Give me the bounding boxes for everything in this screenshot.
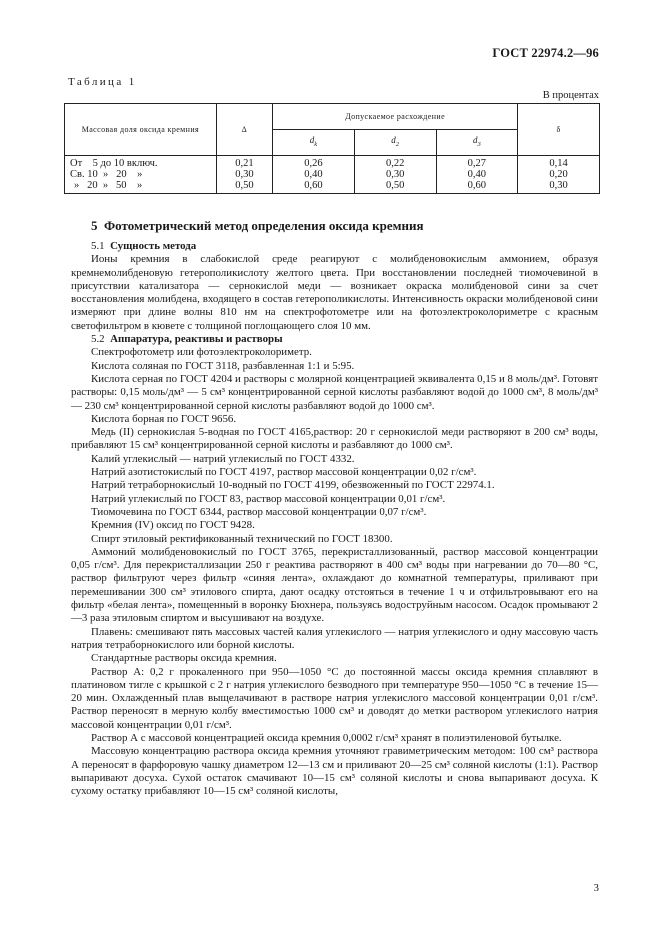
page-number: 3: [593, 882, 599, 894]
header-d2: $d_2$: [354, 130, 436, 156]
table-caption: Таблица 1: [68, 76, 137, 88]
paragraph: Ионы кремния в слабокислой среде реагируют с молибденовокислым аммонием, образуя кремнемолибденовую гетерополикислоту желтого цвета. При восстановлении последней тиомочевиной в присутствии катализатора — сернокислой меди — возникает окраска молибденовой сини за счет восстановления молибдена, входящего в состав гетерополикислоты. Интенсивность окраски молибденовой сини измеряют при длине волны 810 нм на спектрофотометре или на фотоэлектроколориметре с красным светофильтром в кювете с толщиной поглощающего слоя 10 мм.: [71, 253, 598, 332]
section-heading: [91, 218, 424, 234]
paragraph: Раствор А: 0,2 г прокаленного при 950—1050 °С до постоянной массы оксида кремния сплавляют в платиновом тигле с крышкой с 2 г натрия углекислого безводного при температуре 950—1050 °С в течение 15—20 мин. Охлажденный плав выщелачивают в растворе натрия углекислого массовой концентрации 0,01 г/см³. Раствор переносят в мерную колбу вместимостью 1000 см³ и доводят до метки раствором углекислого натрия массовой концентрации 0,01 г/см³.: [71, 665, 598, 731]
d3-cell: 0,27 0,40 0,60: [436, 156, 518, 194]
paragraph: Аммоний молибденовокислый по ГОСТ 3765, перекристаллизованный, раствор массовой концентрации 0,05 г/см³. Для перекристаллизации 250 г реактива растворяют в 400 см³ воды при нагревании до 70—80 °С, раствор фильтруют через фильтр «синяя лента», охлаждают до комнатной температуры, приливают при перемешивании 300 см³ этилового спирта, дают осадку отстояться в течение 1 ч и отфильтровывают его на фильтр «белая лента», помещенный в воронку Бюхнера, пользуясь водоструйным насосом. Осадок промывают 2—3 раза этиловым спиртом и высушивают на воздухе.: [71, 545, 598, 625]
paragraph: Раствор А с массовой концентрацией оксида кремния 0,0002 г/см³ хранят в полиэтиленовой бутылке.: [91, 731, 562, 744]
table-body-row: [65, 156, 600, 194]
header-dk: $d_k$: [273, 130, 355, 156]
paragraph: Спектрофотометр или фотоэлектроколориметр.: [91, 346, 312, 359]
standard-number: ГОСТ 22974.2—96: [492, 46, 599, 60]
paragraph: Стандартные растворы оксида кремния.: [91, 652, 277, 665]
paragraph: Плавень: смешивают пять массовых частей калия углекислого — натрия углекислого и одну массовую часть натрия тетраборнокислого или борной кислоты.: [71, 625, 598, 651]
paragraph: Медь (II) сернокислая 5-водная по ГОСТ 4165,раствор: 20 г сернокислой меди растворяют в 200 см³ воды, прибавляют 15 см³ концентрированной серной кислоты и разбавляют до 1000 см³.: [71, 426, 598, 452]
paragraph: Натрий углекислый по ГОСТ 83, раствор массовой концентрации 0,01 г/см³.: [91, 492, 446, 505]
section-title: Фотометрический метод определения оксида кремния: [104, 218, 424, 233]
range-cell: От 5 до 10 включ. Св. 10 » 20 » » 20 » 50 »: [65, 156, 217, 194]
paragraph: Кислота соляная по ГОСТ 3118, разбавленная 1:1 и 5:95.: [91, 359, 355, 372]
body-text: [71, 240, 598, 798]
paragraph: Натрий азотистокислый по ГОСТ 4197, раствор массовой концентрации 0,02 г/см³.: [91, 466, 477, 479]
paragraph: Кислота серная по ГОСТ 4204 и растворы с молярной концентрацией эквивалента 0,15 и 8 моль/дм³. Готовят растворы: 0,15 моль/дм³ — 5 см³ концентрированной серной кислоты разбавляют водой до 1000 см³, 8 моль/дм³ — 230 см³ концентрированной серной кислоты разбавляют водой до 1000 см³.: [71, 372, 598, 412]
paragraph: Спирт этиловый ректификованный технический по ГОСТ 18300.: [91, 532, 393, 545]
subsection-5-2-heading: 5.2 Аппаратура, реактивы и растворы: [91, 333, 283, 346]
header-allowed-discrepancy: Допускаемое расхождение: [273, 104, 518, 130]
header-sigma: δ: [518, 104, 600, 156]
paragraph: Калий углекислый — натрий углекислый по ГОСТ 4332.: [91, 452, 355, 465]
sigma-cell: 0,14 0,20 0,30: [518, 156, 600, 194]
paragraph: Натрий тетраборнокислый 10-водный по ГОСТ 4199, обезвоженный по ГОСТ 22974.1.: [91, 479, 495, 492]
section-number: 5: [91, 218, 98, 233]
paragraph: Тиомочевина по ГОСТ 6344, раствор массовой концентрации 0,07 г/см³.: [91, 505, 427, 518]
header-d3: $d_3$: [436, 130, 518, 156]
paragraph: Кремния (IV) оксид по ГОСТ 9428.: [91, 519, 255, 532]
data-table: [64, 103, 600, 194]
header-mass-fraction: Массовая доля оксида кремния: [65, 104, 217, 156]
d2-cell: 0,22 0,30 0,50: [354, 156, 436, 194]
paragraph: Кислота борная по ГОСТ 9656.: [91, 412, 237, 425]
paragraph: Массовую концентрацию раствора оксида кремния уточняют гравиметрическим методом: 100 см³ раствора А переносят в фарфоровую чашку диаметром 12—13 см и приливают 20—25 см³ соляной кислоты (1:1). Раствор выпаривают досуха. Сухой остаток смачивают 10—15 см³ соляной кислоты и снова выпаривают досуха. К сухому остатку прибавляют 10—15 см³ соляной кислоты,: [71, 745, 598, 798]
subsection-5-1-heading: 5.1 Сущность метода: [91, 240, 197, 252]
table-unit: В процентах: [542, 90, 599, 101]
delta-cell: 0,21 0,30 0,50: [216, 156, 272, 194]
header-delta: Δ: [216, 104, 272, 156]
dk-cell: 0,26 0,40 0,60: [273, 156, 355, 194]
